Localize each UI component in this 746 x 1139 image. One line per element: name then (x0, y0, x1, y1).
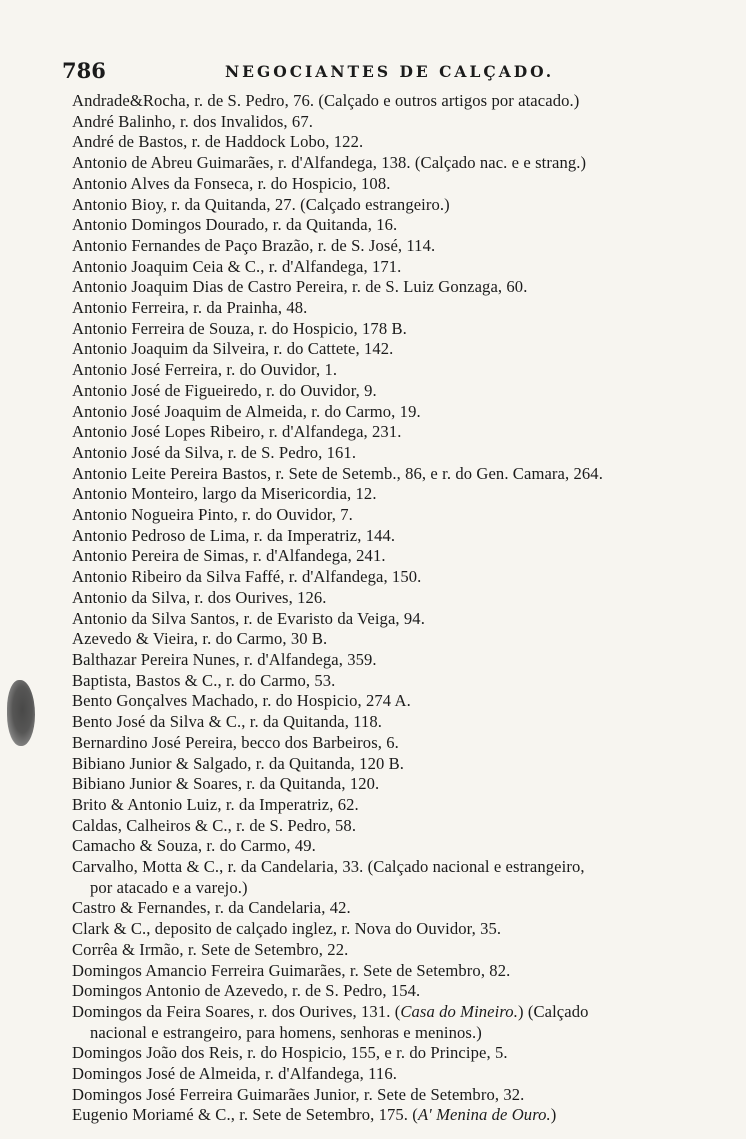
list-item: Domingos João dos Reis, r. do Hospicio, 155, e r. do Principe, 5. (72, 1043, 508, 1063)
page-header (62, 58, 722, 84)
list-item: Antonio da Silva Santos, r. de Evaristo da Veiga, 94. (72, 608, 425, 628)
shop-name: A' Menina de Ouro. (417, 1105, 551, 1125)
merchant-list (72, 91, 740, 1126)
list-item: Bento José da Silva & C., r. da Quitanda, 118. (72, 712, 383, 732)
entry-text: Eugenio Moriamé & C., r. Sete de Setembro, 175. ( (72, 1105, 418, 1125)
list-item: Antonio Bioy, r. da Quitanda, 27. (Calçado estrangeiro.) (72, 194, 450, 214)
list-item: Antonio Fernandes de Paço Brazão, r. de S. José, 114. (72, 235, 436, 255)
list-item: Antonio Joaquim Ceia & C., r. d'Alfandega, 171. (72, 256, 402, 276)
list-item: Caldas, Calheiros & C., r. de S. Pedro, 58. (72, 815, 357, 835)
list-item: Antonio Ferreira de Souza, r. do Hospicio, 178 B. (72, 318, 407, 338)
list-item: Bento Gonçalves Machado, r. do Hospicio, 274 A. (72, 691, 411, 711)
list-item: Domingos José Ferreira Guimarães Junior, r. Sete de Setembro, 32. (72, 1084, 525, 1104)
list-item: Antonio José Lopes Ribeiro, r. d'Alfandega, 231. (72, 422, 402, 442)
entry-continuation: nacional e estrangeiro, para homens, senhoras e meninos.) (90, 1022, 482, 1042)
list-item: Corrêa & Irmão, r. Sete de Setembro, 22. (72, 939, 349, 959)
list-item: Antonio José de Figueiredo, r. do Ouvidor, 9. (72, 380, 377, 400)
list-item: Baptista, Bastos & C., r. do Carmo, 53. (72, 670, 336, 690)
list-item: Antonio Ferreira, r. da Prainha, 48. (72, 298, 308, 318)
list-item: Antonio Leite Pereira Bastos, r. Sete de Setemb., 86, e r. do Gen. Camara, 264. (72, 463, 603, 483)
list-item: Domingos Antonio de Azevedo, r. de S. Pedro, 154. (72, 981, 421, 1001)
list-item: Balthazar Pereira Nunes, r. d'Alfandega, 359. (72, 649, 377, 669)
entry-text: ) (550, 1105, 557, 1125)
list-item: Antonio José da Silva, r. de S. Pedro, 161. (72, 442, 357, 462)
list-item: Antonio de Abreu Guimarães, r. d'Alfandega, 138. (Calçado nac. e e strang.) (72, 153, 587, 173)
list-item: Antonio da Silva, r. dos Ourives, 126. (72, 587, 327, 607)
list-item: Antonio Joaquim da Silveira, r. do Cattete, 142. (72, 339, 394, 359)
list-item: Bibiano Junior & Salgado, r. da Quitanda, 120 B. (72, 753, 405, 773)
list-item: Brito & Antonio Luiz, r. da Imperatriz, 62. (72, 794, 359, 814)
list-item: Bibiano Junior & Soares, r. da Quitanda, 120. (72, 774, 380, 794)
ink-blot (7, 680, 35, 746)
list-item: Antonio Domingos Dourado, r. da Quitanda, 16. (72, 215, 398, 235)
page-number: 786 (62, 58, 106, 83)
list-item: Antonio Pedroso de Lima, r. da Imperatriz, 144. (72, 525, 396, 545)
list-item-eugenio (72, 1105, 740, 1126)
list-item: Domingos José de Almeida, r. d'Alfandega, 116. (72, 1064, 397, 1084)
list-item: Castro & Fernandes, r. da Candelaria, 42. (72, 898, 351, 918)
list-item: Antonio Nogueira Pinto, r. do Ouvidor, 7. (72, 505, 353, 525)
entry-text: ) (Calçado (517, 1001, 589, 1021)
list-item: Antonio Ribeiro da Silva Faffé, r. d'Alfandega, 150. (72, 567, 422, 587)
entry-line: Carvalho, Motta & C., r. da Candelaria, 33. (Calçado nacional e estrangeiro, (72, 857, 585, 877)
list-item-feira (72, 1002, 740, 1043)
shop-name: Casa do Mineiro. (400, 1001, 518, 1021)
list-item: Antonio Alves da Fonseca, r. do Hospicio, 108. (72, 173, 391, 193)
list-item: Camacho & Souza, r. do Carmo, 49. (72, 836, 316, 856)
list-item: Andrade&Rocha, r. de S. Pedro, 76. (Calçado e outros artigos por atacado.) (72, 91, 580, 110)
list-item: André de Bastos, r. de Haddock Lobo, 122. (72, 132, 364, 152)
list-item: Antonio José Ferreira, r. do Ouvidor, 1. (72, 360, 338, 380)
list-item: Antonio Joaquim Dias de Castro Pereira, r. de S. Luiz Gonzaga, 60. (72, 277, 528, 297)
list-item: André Balinho, r. dos Invalidos, 67. (72, 111, 313, 131)
list-item: Clark & C., deposito de calçado inglez, r. Nova do Ouvidor, 35. (72, 919, 502, 939)
list-item: Antonio Monteiro, largo da Misericordia, 12. (72, 484, 377, 504)
running-title: NEGOCIANTES DE CALÇADO. (225, 62, 555, 81)
entry-text: Domingos da Feira Soares, r. dos Ourives, 131. ( (72, 1001, 401, 1021)
list-item-carvalho (72, 857, 740, 898)
list-item: Antonio Pereira de Simas, r. d'Alfandega, 241. (72, 546, 386, 566)
list-item: Domingos Amancio Ferreira Guimarães, r. Sete de Setembro, 82. (72, 960, 511, 980)
entry-continuation: por atacado e a varejo.) (90, 877, 248, 897)
list-item: Azevedo & Vieira, r. do Carmo, 30 B. (72, 629, 328, 649)
list-item: Antonio José Joaquim de Almeida, r. do Carmo, 19. (72, 401, 421, 421)
list-item: Bernardino José Pereira, becco dos Barbeiros, 6. (72, 732, 399, 752)
